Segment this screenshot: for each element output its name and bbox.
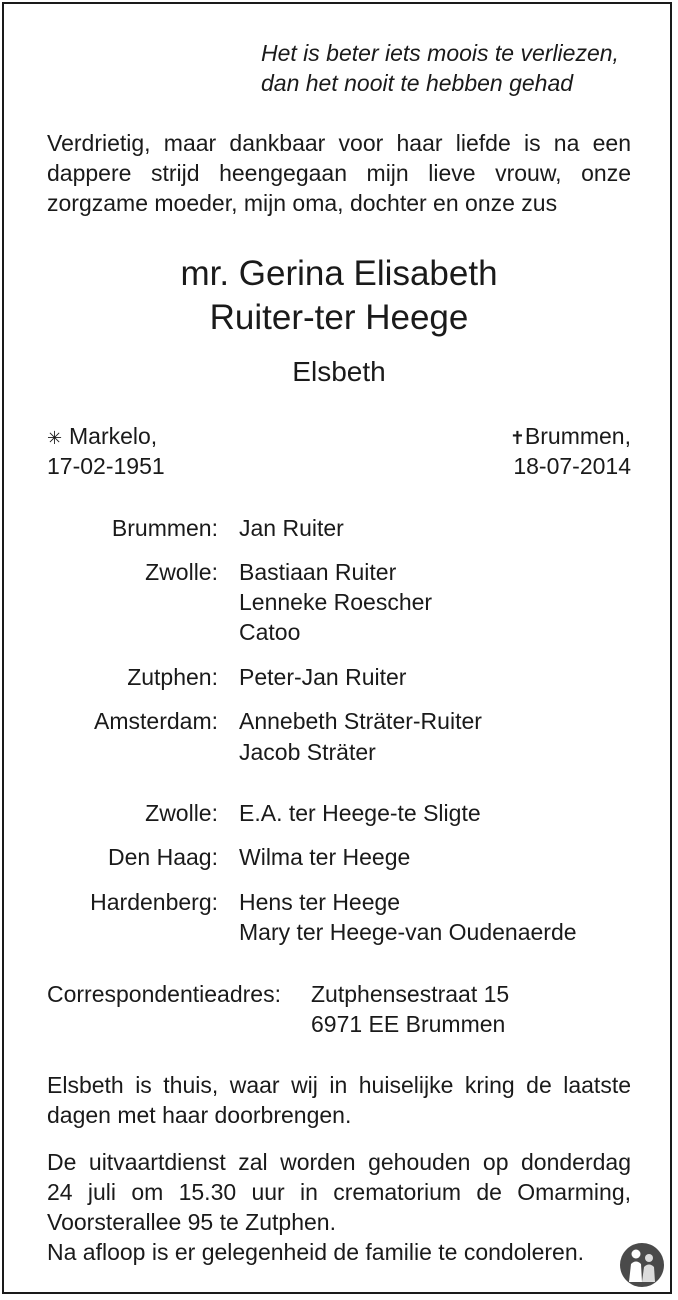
home-note-line-1: Elsbeth is thuis, waar wij in huiselijke kring de laatste <box>47 1072 631 1098</box>
service-line-1: De uitvaartdienst zal worden gehouden op donderdag <box>47 1149 631 1175</box>
death-place: Brummen, <box>524 423 631 449</box>
birth-star-icon: ✳ <box>47 428 63 448</box>
relative-name: Wilma ter Heege <box>239 844 411 870</box>
correspondence-city: 6971 EE Brummen <box>311 1011 506 1037</box>
relative-name: E.A. ter Heege-te Sligte <box>239 800 481 826</box>
deceased-nickname: Elsbeth <box>292 356 386 387</box>
correspondence-street: Zutphensestraat 15 <box>311 981 510 1007</box>
relative-place: Zutphen: <box>127 664 218 690</box>
relative-name: Bastiaan Ruiter <box>239 559 397 585</box>
relative-name: Hens ter Heege <box>239 889 401 915</box>
intro-line-1: Verdrietig, maar dankbaar voor haar liefde is na een <box>47 130 631 156</box>
relative-place: Amsterdam: <box>94 708 218 734</box>
relative-place: Den Haag: <box>108 844 218 870</box>
home-note <box>47 1070 631 1130</box>
relative-name: Catoo <box>239 619 301 645</box>
service-line-2: 24 juli om 15.30 uur in crematorium de Omarming, <box>47 1179 631 1205</box>
relative-name: Peter-Jan Ruiter <box>239 664 407 690</box>
service-line-3: Voorsterallee 95 te Zutphen. <box>47 1209 336 1235</box>
relative-place: Brummen: <box>111 515 218 541</box>
motto-line-2: dan het nooit te hebben gehad <box>261 70 574 96</box>
death-date: 18-07-2014 <box>513 453 631 479</box>
relative-name: Annebeth Sträter-Ruiter <box>239 708 482 734</box>
mourning-figures-logo-icon <box>619 1242 665 1288</box>
service-info <box>47 1147 631 1267</box>
birth-place-row <box>47 421 157 453</box>
home-note-line-2: dagen met haar doorbrengen. <box>47 1102 352 1128</box>
service-line-4: Na afloop is er gelegenheid de familie te condoleren. <box>47 1239 585 1265</box>
intro-line-2: dappere strijd heengegaan mijn lieve vrouw, onze <box>47 160 631 186</box>
correspondence-label: Correspondentieadres: <box>47 981 281 1007</box>
relative-name: Jan Ruiter <box>239 515 344 541</box>
relative-place: Zwolle: <box>145 800 218 826</box>
death-place-row <box>431 421 631 453</box>
death-cross-icon: ✝ <box>509 428 525 448</box>
relative-name: Lenneke Roescher <box>239 589 433 615</box>
relative-place: Zwolle: <box>145 559 218 585</box>
relative-name: Mary ter Heege-van Oudenaerde <box>239 919 577 945</box>
deceased-name-line-2: Ruiter-ter Heege <box>209 298 469 337</box>
intro-text <box>47 128 631 218</box>
birth-date: 17-02-1951 <box>47 453 165 479</box>
birth-place: Markelo, <box>69 423 158 449</box>
relative-place: Hardenberg: <box>90 889 218 915</box>
motto-line-1: Het is beter iets moois te verliezen, <box>261 40 619 66</box>
deceased-name-line-1: mr. Gerina Elisabeth <box>180 254 498 293</box>
intro-line-3: zorgzame moeder, mijn oma, dochter en onze zus <box>47 190 558 216</box>
relative-name: Jacob Sträter <box>239 739 376 765</box>
